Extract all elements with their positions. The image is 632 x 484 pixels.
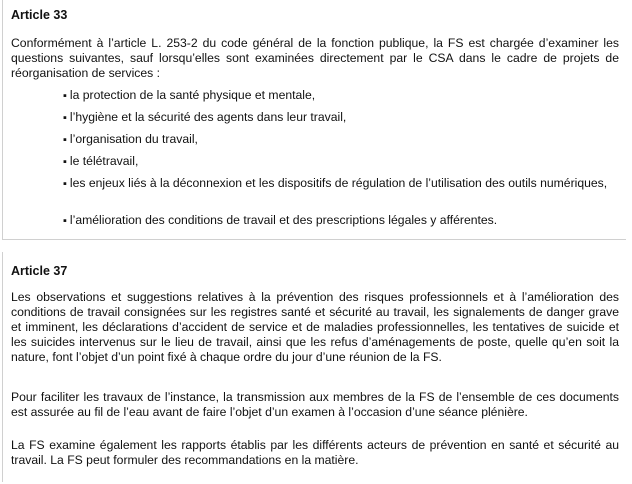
article-33-intro: Conformément à l’article L. 253-2 du code général de la fonction publique, la FS est chargée d’examiner les questions suivantes, sauf lorsqu’elles sont examinées directement par le CSA dans le cadre de projets de réorganisation de services :: [11, 36, 619, 80]
list-item: ▪ l’organisation du travail,: [63, 132, 621, 148]
list-item: ▪ la protection de la santé physique et mentale,: [63, 88, 621, 104]
article-37-title: Article 37: [11, 264, 68, 278]
list-item: ▪ les enjeux liés à la déconnexion et les dispositifs de régulation de l’utilisation des outils numériques,: [63, 176, 621, 192]
list-item: ▪ l’hygiène et la sécurité des agents dans leur travail,: [63, 110, 621, 126]
list-item: ▪ le télétravail,: [63, 154, 621, 170]
article-37-paragraph-1: Les observations et suggestions relatives à la prévention des risques professionnels et à l’amélioration des conditions de travail consignées sur les registres santé et sécurité au travail, les signalements de danger grave et imminent, les déclarations d’accident de service et de maladies professionnelles, les tentatives de suicide et les suicides intervenus sur le lieu de travail, ainsi que les refus d’aménagements de poste, quelle qu’en soit la nature, font l’objet d’un point fixé à chaque ordre du jour d’une réunion de la FS.: [11, 290, 619, 364]
article-37-paragraph-2: Pour faciliter les travaux de l’instance, la transmission aux membres de la FS de l’ensemble de ces documents est assurée au fil de l’eau avant de faire l’objet d’un examen à l’occasion d’une séance plénière.: [11, 390, 619, 419]
list-item: ▪ l’amélioration des conditions de travail et des prescriptions légales y afférentes.: [63, 213, 621, 229]
article-37-section: [2, 252, 626, 482]
article-33-title: Article 33: [11, 8, 68, 22]
article-33-section: [2, 0, 626, 240]
article-37-paragraph-3: La FS examine également les rapports établis par les différents acteurs de prévention en santé et sécurité au travail. La FS peut formuler des recommandations en la matière.: [11, 438, 619, 467]
